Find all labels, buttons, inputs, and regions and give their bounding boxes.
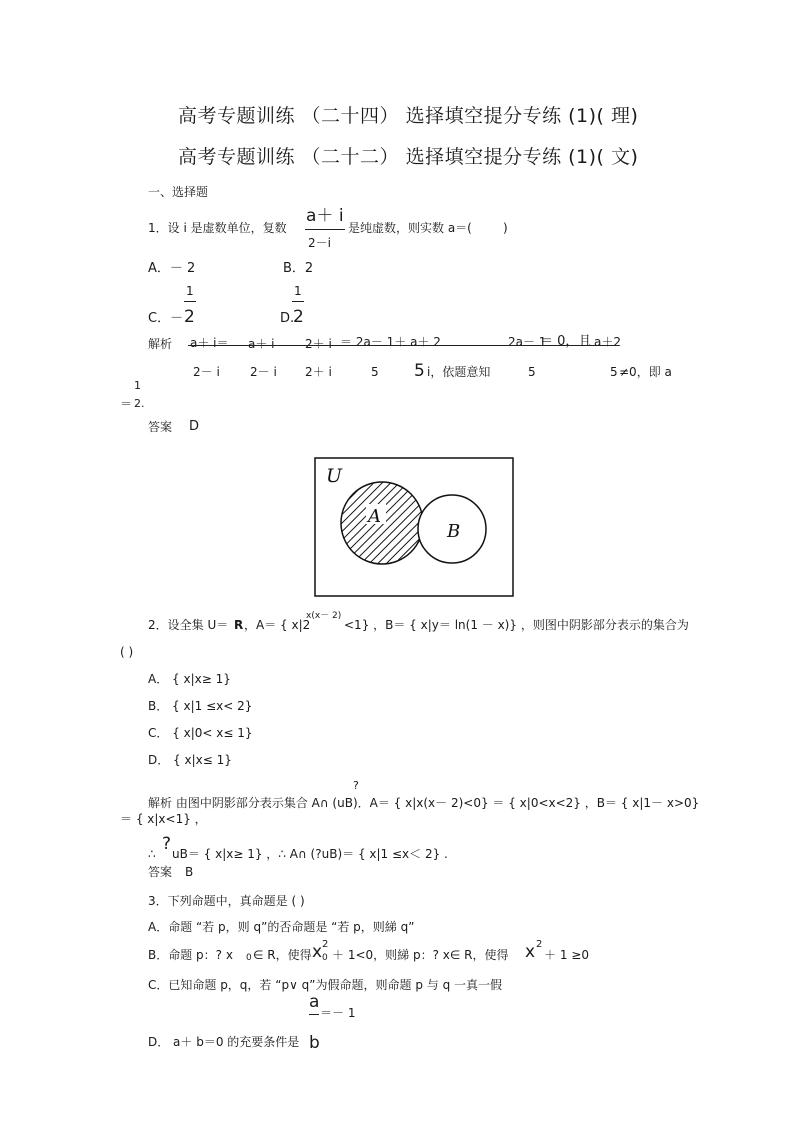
q2-option-a: A． { x|x≥ 1}: [148, 672, 231, 686]
q2-stem-c: <1} ，B＝ { x|y＝ ln(1 － x)} ，则图中阴影部分表示的集合为: [344, 618, 689, 632]
q3-option-b-sup2: 2: [536, 939, 543, 950]
q1-lead: 1．设 i 是虚数单位，复数: [148, 221, 287, 235]
q3-option-b-x: x: [312, 942, 323, 962]
q1-analysis-den-8: 5: [610, 365, 618, 379]
q1-analysis-num-2: a＋ i: [248, 337, 275, 351]
q3-option-d: D． a＋ b＝0 的充要条件是: [148, 1035, 300, 1049]
q1-option-d-bar: [292, 301, 304, 302]
q3-option-d-top-a: a: [309, 992, 320, 1012]
venn-label-b: B: [447, 521, 461, 542]
q1-tail: 是纯虚数，则实数 a＝(: [348, 221, 472, 235]
q1-frac-numerator: a＋ i: [306, 206, 344, 226]
q2-stem-a: 2．设全集 U＝: [148, 618, 229, 632]
q3-stem: 3．下列命题中，真命题是 ( ): [148, 894, 305, 908]
q1-option-c-den: 2: [184, 307, 195, 327]
q2-therefore-question-mark: ?: [162, 834, 172, 854]
q1-result-den: 2.: [134, 397, 145, 410]
venn-label-a: A: [368, 506, 381, 527]
q1-analysis-den-7: 5: [528, 365, 536, 379]
q1-analysis-den-4: 5: [371, 365, 379, 379]
q2-analysis: 解析 由图中阴影部分表示集合 A∩ (uB)．A＝ { x|x(x－ 2)<0} ＝ { x|0<x<2} ，B＝ { x|1－ x>0}: [148, 796, 700, 810]
q1-option-c-bar: [184, 301, 196, 302]
q1-analysis-den-5: 5: [414, 361, 425, 381]
q2-option-b: B． { x|1 ≤x< 2}: [148, 699, 253, 713]
q2-answer-label: 答案: [148, 865, 173, 879]
q1-analysis-label: 解析: [148, 337, 173, 351]
q3-option-b-x2: x: [525, 942, 536, 962]
q1-analysis-fraction-bar: [188, 345, 618, 346]
q1-tail-paren: ): [503, 221, 508, 235]
q1-analysis-num-6: ＝ 0，且: [540, 334, 592, 349]
q2-paren: ( ): [120, 645, 134, 659]
q1-analysis-num-3: 2＋ i: [305, 337, 332, 351]
q2-option-d: D． { x|x≤ 1}: [148, 753, 232, 767]
title-line-2: 高考专题训练 （二十二） 选择填空提分专练 (1)( 文): [178, 146, 639, 168]
section-heading: 一、选择题: [148, 185, 209, 199]
q3-option-d-b: b: [309, 1033, 320, 1053]
q3-option-b-d: ＋ 1<0，则綈 p：? x∈ R，使得: [332, 948, 509, 962]
q2-option-c: C． { x|0< x≤ 1}: [148, 726, 253, 740]
q1-option-c-num: 1: [186, 284, 194, 298]
q1-option-d: D.: [280, 311, 295, 326]
q1-frac-bar: [305, 229, 345, 230]
q3-option-d-top-b: ＝－ 1: [320, 1006, 356, 1020]
q3-option-b-b: ∈ R，使得: [253, 948, 312, 962]
q1-analysis-den-9: ≠0，即 a: [619, 365, 672, 379]
q2-therefore-symbol: ∴: [148, 847, 156, 861]
q1-option-d-den: 2: [293, 307, 304, 327]
q1-analysis-den-1: 2－ i: [193, 365, 220, 379]
q3-option-b-sub: 0: [246, 953, 252, 963]
q1-option-c: C．－: [148, 311, 184, 326]
q3-option-b-f: ＋ 1 ≥0: [544, 948, 589, 962]
q1-option-a: A．－ 2: [148, 261, 196, 276]
q3-option-b-sup: 2: [322, 939, 329, 950]
q1-result-prefix: ＝: [120, 397, 133, 411]
q1-analysis-num-5: 2a－ 1: [508, 335, 547, 349]
q1-analysis-den-3: 2＋ i: [305, 365, 332, 379]
q1-option-d-num: 1: [294, 284, 302, 298]
q3-option-d-bar: [309, 1014, 319, 1015]
q3-option-a: A．命题 “若 p，则 q”的否命题是 “若 p，则綈 q”: [148, 920, 415, 934]
q1-frac-denominator: 2－i: [308, 236, 331, 250]
venn-diagram: [314, 457, 514, 597]
q2-analysis-2: ＝ { x|x<1} ，: [120, 812, 207, 826]
q2-stem-r: R: [234, 618, 244, 632]
q1-analysis-num-4: ＝ 2a－ 1＋ a＋ 2: [340, 335, 441, 349]
title-line-1: 高考专题训练 （二十四） 选择填空提分专练 (1)( 理): [178, 105, 639, 127]
q2-question-mark: ?: [353, 779, 359, 792]
q3-option-b-sub2: 0: [322, 953, 328, 963]
q1-analysis-den-6: i，依题意知: [427, 365, 491, 379]
q1-analysis-num-7: a＋2: [594, 335, 621, 349]
q1-answer-label: 答案: [148, 420, 173, 434]
q2-stem-b: ，A＝ { x|2: [244, 618, 311, 632]
q1-analysis-den-2: 2－ i: [250, 365, 277, 379]
q2-therefore-text: uB＝ { x|x≥ 1} ，∴ A∩ (?uB)＝ { x|1 ≤x＜ 2} .: [172, 847, 448, 861]
venn-label-u: U: [326, 465, 343, 487]
q1-result-num: 1: [134, 379, 141, 392]
q1-option-b: B．2: [283, 261, 314, 276]
q1-answer: D: [189, 419, 200, 434]
q3-option-c: C．已知命题 p，q，若 “p∨ q”为假命题，则命题 p 与 q 一真一假: [148, 978, 503, 992]
q2-answer: B: [185, 865, 194, 879]
q2-stem-superscript: x(x－ 2): [306, 611, 342, 621]
q3-option-b-a: B．命题 p：? x: [148, 948, 233, 962]
q1-analysis-num-1: a＋ i＝: [190, 336, 229, 350]
